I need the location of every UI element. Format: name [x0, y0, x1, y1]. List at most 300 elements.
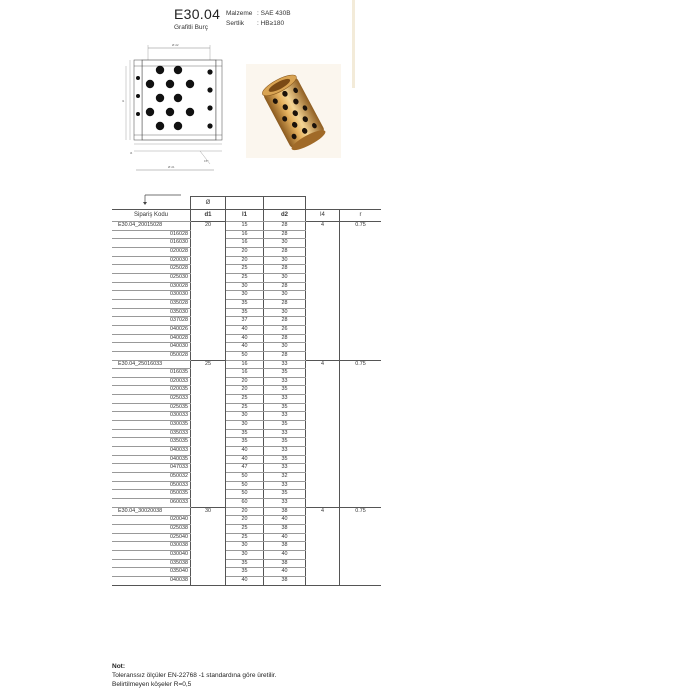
order-code-cell: 020035: [112, 386, 191, 395]
l1-cell: 30: [226, 421, 264, 430]
l4-cell: [306, 265, 340, 274]
l4-cell: [306, 239, 340, 248]
l4-cell: [306, 377, 340, 386]
table-row: [112, 559, 381, 568]
column-header-l1: l1: [226, 210, 264, 222]
order-code-cell: 016028: [112, 230, 191, 239]
d1-cell: [191, 481, 226, 490]
d2-cell: 38: [264, 507, 306, 516]
l1-cell: 30: [226, 542, 264, 551]
l4-cell: [306, 447, 340, 456]
table-row: [112, 516, 381, 525]
r-cell: [340, 299, 382, 308]
svg-text:Ø d1: Ø d1: [168, 165, 175, 169]
l4-cell: [306, 481, 340, 490]
l4-cell: [306, 334, 340, 343]
l4-cell: [306, 559, 340, 568]
d2-cell: 35: [264, 369, 306, 378]
d2-cell: 28: [264, 265, 306, 274]
d1-cell: 20: [191, 222, 226, 231]
order-code-cell: 030035: [112, 421, 191, 430]
d1-cell: [191, 438, 226, 447]
order-code-table: [112, 196, 381, 586]
l4-cell: [306, 317, 340, 326]
table-row: [112, 524, 381, 533]
r-cell: [340, 473, 382, 482]
l1-cell: 20: [226, 256, 264, 265]
l4-cell: [306, 343, 340, 352]
l4-cell: [306, 568, 340, 577]
hardness-label: Sertlik: [226, 20, 245, 27]
l1-cell: 40: [226, 447, 264, 456]
l1-cell: 25: [226, 395, 264, 404]
d2-cell: 33: [264, 429, 306, 438]
order-code-cell: 037028: [112, 317, 191, 326]
l4-cell: [306, 550, 340, 559]
d2-cell: 38: [264, 542, 306, 551]
l1-cell: 20: [226, 507, 264, 516]
d1-cell: [191, 351, 226, 360]
l1-cell: 40: [226, 325, 264, 334]
l1-cell: 40: [226, 343, 264, 352]
diameter-symbol: Ø: [191, 197, 226, 210]
l4-cell: [306, 403, 340, 412]
d2-cell: 38: [264, 576, 306, 585]
d1-cell: [191, 464, 226, 473]
table-row: [112, 542, 381, 551]
d1-cell: [191, 265, 226, 274]
table-row: [112, 473, 381, 482]
order-code-cell: 050028: [112, 351, 191, 360]
r-cell: [340, 247, 382, 256]
d2-cell: 40: [264, 550, 306, 559]
notes-line-tolerance: Toleranssız ölçüler EN-22768 -1 standardına göre üretilir.: [112, 672, 277, 679]
table-row: [112, 386, 381, 395]
table-row: [112, 438, 381, 447]
d1-cell: [191, 550, 226, 559]
d1-cell: [191, 334, 226, 343]
table-row: [112, 317, 381, 326]
l1-cell: 35: [226, 438, 264, 447]
page-subtitle: Grafitli Burç: [174, 24, 208, 31]
l4-cell: [306, 533, 340, 542]
table-row: [112, 239, 381, 248]
l4-cell: [306, 438, 340, 447]
l1-cell: 40: [226, 334, 264, 343]
d1-cell: [191, 576, 226, 585]
d1-cell: [191, 377, 226, 386]
l1-cell: 20: [226, 377, 264, 386]
column-header-d1: d1: [191, 210, 226, 222]
order-code-cell: 030030: [112, 291, 191, 300]
r-cell: [340, 438, 382, 447]
order-code-cell: 040038: [112, 576, 191, 585]
l4-cell: [306, 386, 340, 395]
order-code-cell: 050035: [112, 490, 191, 499]
table-row: [112, 533, 381, 542]
l1-cell: 25: [226, 265, 264, 274]
d2-cell: 35: [264, 490, 306, 499]
table-row: [112, 429, 381, 438]
d1-cell: [191, 239, 226, 248]
order-code-cell: 030040: [112, 550, 191, 559]
r-cell: 0.75: [340, 222, 382, 231]
d2-cell: 30: [264, 308, 306, 317]
d1-cell: [191, 317, 226, 326]
d1-cell: [191, 325, 226, 334]
l1-cell: 20: [226, 247, 264, 256]
svg-text:15°: 15°: [204, 159, 209, 163]
table-row: [112, 256, 381, 265]
r-cell: [340, 568, 382, 577]
table-row: [112, 230, 381, 239]
table-row: [112, 568, 381, 577]
d1-cell: [191, 247, 226, 256]
r-cell: [340, 308, 382, 317]
d1-cell: [191, 447, 226, 456]
l1-cell: 20: [226, 386, 264, 395]
l1-cell: 50: [226, 490, 264, 499]
l1-cell: 40: [226, 455, 264, 464]
r-cell: 0.75: [340, 360, 382, 369]
l4-cell: [306, 230, 340, 239]
order-code-cell: E30.04_30020038: [112, 507, 191, 516]
l4-cell: [306, 282, 340, 291]
background-stripe: [352, 0, 355, 88]
table-row: [112, 308, 381, 317]
d1-cell: 25: [191, 360, 226, 369]
table-row: [112, 282, 381, 291]
table-row: [112, 325, 381, 334]
order-code-cell: 025030: [112, 273, 191, 282]
l1-cell: 35: [226, 299, 264, 308]
r-cell: [340, 265, 382, 274]
l1-cell: 35: [226, 429, 264, 438]
r-cell: [340, 429, 382, 438]
d1-cell: [191, 524, 226, 533]
order-code-cell: 025038: [112, 524, 191, 533]
table-row: [112, 490, 381, 499]
d2-cell: 33: [264, 499, 306, 508]
order-code-cell: 030033: [112, 412, 191, 421]
d1-cell: [191, 299, 226, 308]
l4-cell: [306, 369, 340, 378]
l4-cell: [306, 576, 340, 585]
column-header-d2: d2: [264, 210, 306, 222]
table-row: [112, 273, 381, 282]
d1-cell: [191, 559, 226, 568]
d2-cell: 28: [264, 222, 306, 231]
l1-cell: 30: [226, 550, 264, 559]
table-row: [112, 360, 381, 369]
product-photo: [246, 64, 341, 158]
table-row: [112, 343, 381, 352]
table-row: [112, 351, 381, 360]
table-row: [112, 222, 381, 231]
l1-cell: 50: [226, 351, 264, 360]
d1-cell: [191, 273, 226, 282]
l4-cell: [306, 499, 340, 508]
d2-cell: 35: [264, 403, 306, 412]
l1-cell: 60: [226, 499, 264, 508]
table-row: [112, 377, 381, 386]
l1-cell: 25: [226, 524, 264, 533]
l1-cell: 25: [226, 403, 264, 412]
d2-cell: 28: [264, 334, 306, 343]
d2-cell: 30: [264, 273, 306, 282]
order-code-cell: 040033: [112, 447, 191, 456]
table-row: [112, 299, 381, 308]
l1-cell: 20: [226, 516, 264, 525]
r-cell: [340, 421, 382, 430]
table-row: [112, 395, 381, 404]
d2-cell: 35: [264, 438, 306, 447]
hardness-value: : HB≥180: [257, 20, 285, 27]
r-cell: [340, 334, 382, 343]
r-cell: [340, 550, 382, 559]
order-code-cell: 035038: [112, 559, 191, 568]
order-code-cell: 035035: [112, 438, 191, 447]
l1-cell: 16: [226, 369, 264, 378]
d2-cell: 33: [264, 377, 306, 386]
d1-cell: 30: [191, 507, 226, 516]
order-code-cell: 025028: [112, 265, 191, 274]
order-code-cell: 030028: [112, 282, 191, 291]
d2-cell: 28: [264, 317, 306, 326]
d2-cell: 30: [264, 343, 306, 352]
r-cell: 0.75: [340, 507, 382, 516]
table-row: [112, 412, 381, 421]
l4-cell: 4: [306, 360, 340, 369]
l1-cell: 15: [226, 222, 264, 231]
l4-cell: [306, 429, 340, 438]
table-row: [112, 481, 381, 490]
r-cell: [340, 351, 382, 360]
notes-line-corners: Belirtilmeyen köşeler R=0,5: [112, 681, 192, 688]
d2-cell: 35: [264, 455, 306, 464]
table-header-row: [112, 210, 381, 222]
l4-cell: [306, 325, 340, 334]
d2-cell: 28: [264, 282, 306, 291]
table-row: [112, 369, 381, 378]
r-cell: [340, 230, 382, 239]
order-code-cell: 035030: [112, 308, 191, 317]
l4-cell: [306, 490, 340, 499]
r-cell: [340, 282, 382, 291]
d1-cell: [191, 533, 226, 542]
r-cell: [340, 239, 382, 248]
l4-cell: [306, 473, 340, 482]
d1-cell: [191, 386, 226, 395]
table-row: [112, 550, 381, 559]
l1-cell: 25: [226, 533, 264, 542]
order-code-cell: E30.04_20015028: [112, 222, 191, 231]
d1-cell: [191, 395, 226, 404]
d1-cell: [191, 308, 226, 317]
l4-cell: [306, 516, 340, 525]
l4-cell: 4: [306, 507, 340, 516]
r-cell: [340, 317, 382, 326]
order-code-cell: 020040: [112, 516, 191, 525]
d2-cell: 28: [264, 351, 306, 360]
l4-cell: [306, 455, 340, 464]
l4-cell: [306, 395, 340, 404]
column-header-l4: l4: [306, 210, 340, 222]
order-code-cell: 020030: [112, 256, 191, 265]
table-row: [112, 507, 381, 516]
order-code-cell: 025040: [112, 533, 191, 542]
technical-drawing: [120, 40, 230, 175]
d2-cell: 35: [264, 386, 306, 395]
r-cell: [340, 516, 382, 525]
r-cell: [340, 395, 382, 404]
table-row: [112, 421, 381, 430]
d2-cell: 28: [264, 299, 306, 308]
r-cell: [340, 343, 382, 352]
order-code-cell: 035028: [112, 299, 191, 308]
d1-cell: [191, 256, 226, 265]
l4-cell: [306, 542, 340, 551]
d2-cell: 33: [264, 360, 306, 369]
svg-text:l1: l1: [122, 99, 125, 103]
r-cell: [340, 412, 382, 421]
d1-cell: [191, 429, 226, 438]
d2-cell: 30: [264, 291, 306, 300]
table-row: [112, 447, 381, 456]
d1-cell: [191, 516, 226, 525]
d1-cell: [191, 282, 226, 291]
l4-cell: [306, 308, 340, 317]
r-cell: [340, 464, 382, 473]
d2-cell: 33: [264, 412, 306, 421]
r-cell: [340, 499, 382, 508]
r-cell: [340, 386, 382, 395]
table-row: [112, 334, 381, 343]
d2-cell: 33: [264, 481, 306, 490]
table-row: [112, 403, 381, 412]
r-cell: [340, 256, 382, 265]
l1-cell: 50: [226, 481, 264, 490]
l4-cell: [306, 256, 340, 265]
d1-cell: [191, 412, 226, 421]
r-cell: [340, 403, 382, 412]
d1-cell: [191, 343, 226, 352]
l1-cell: 50: [226, 473, 264, 482]
d2-cell: 40: [264, 533, 306, 542]
d2-cell: 33: [264, 395, 306, 404]
l4-cell: [306, 421, 340, 430]
d1-cell: [191, 455, 226, 464]
r-cell: [340, 325, 382, 334]
d1-cell: [191, 542, 226, 551]
table-row: [112, 265, 381, 274]
order-code-cell: 047033: [112, 464, 191, 473]
order-code-cell: 050032: [112, 473, 191, 482]
l4-cell: [306, 412, 340, 421]
d1-cell: [191, 369, 226, 378]
d1-cell: [191, 473, 226, 482]
svg-text:Ø d2: Ø d2: [172, 43, 179, 47]
order-code-cell: 040030: [112, 343, 191, 352]
d2-cell: 30: [264, 239, 306, 248]
notes-heading: Not:: [112, 663, 125, 670]
l1-cell: 16: [226, 230, 264, 239]
r-cell: [340, 369, 382, 378]
l1-cell: 30: [226, 291, 264, 300]
r-cell: [340, 455, 382, 464]
table-row: [112, 247, 381, 256]
d2-cell: 28: [264, 230, 306, 239]
l4-cell: [306, 273, 340, 282]
order-code-cell: 040026: [112, 325, 191, 334]
r-cell: [340, 533, 382, 542]
r-cell: [340, 481, 382, 490]
table-row: [112, 455, 381, 464]
r-cell: [340, 559, 382, 568]
table-row: [112, 499, 381, 508]
table-row: [112, 464, 381, 473]
l1-cell: 35: [226, 559, 264, 568]
order-code-cell: 025035: [112, 403, 191, 412]
r-cell: [340, 273, 382, 282]
d2-cell: 28: [264, 247, 306, 256]
order-code-cell: 016030: [112, 239, 191, 248]
order-code-cell: 050033: [112, 481, 191, 490]
d1-cell: [191, 421, 226, 430]
l1-cell: 35: [226, 308, 264, 317]
order-code-cell: 040028: [112, 334, 191, 343]
order-code-cell: 060033: [112, 499, 191, 508]
l1-cell: 35: [226, 568, 264, 577]
d2-cell: 40: [264, 516, 306, 525]
l4-cell: [306, 291, 340, 300]
r-cell: [340, 447, 382, 456]
d1-cell: [191, 403, 226, 412]
order-code-cell: 020033: [112, 377, 191, 386]
d2-cell: 33: [264, 464, 306, 473]
l4-cell: [306, 524, 340, 533]
l4-cell: [306, 299, 340, 308]
r-cell: [340, 576, 382, 585]
notes-block: [112, 662, 276, 689]
d1-cell: [191, 568, 226, 577]
table-header-symbol-row: [112, 197, 381, 210]
order-code-cell: 030038: [112, 542, 191, 551]
l1-cell: 40: [226, 576, 264, 585]
r-cell: [340, 291, 382, 300]
r-cell: [340, 490, 382, 499]
page-title: E30.04: [174, 6, 221, 22]
d2-cell: 35: [264, 421, 306, 430]
l1-cell: 47: [226, 464, 264, 473]
material-value: : SAE 430B: [257, 10, 291, 17]
d2-cell: 38: [264, 524, 306, 533]
d2-cell: 26: [264, 325, 306, 334]
order-code-cell: 035033: [112, 429, 191, 438]
l4-cell: [306, 464, 340, 473]
column-header-r: r: [340, 210, 382, 222]
l4-cell: 4: [306, 222, 340, 231]
order-code-cell: 040035: [112, 455, 191, 464]
order-code-cell: 016035: [112, 369, 191, 378]
table-row: [112, 291, 381, 300]
column-header-order-code: Sipariş Kodu: [112, 210, 191, 222]
d1-cell: [191, 291, 226, 300]
table-row: [112, 576, 381, 585]
d1-cell: [191, 490, 226, 499]
l1-cell: 25: [226, 273, 264, 282]
order-code-cell: 020028: [112, 247, 191, 256]
